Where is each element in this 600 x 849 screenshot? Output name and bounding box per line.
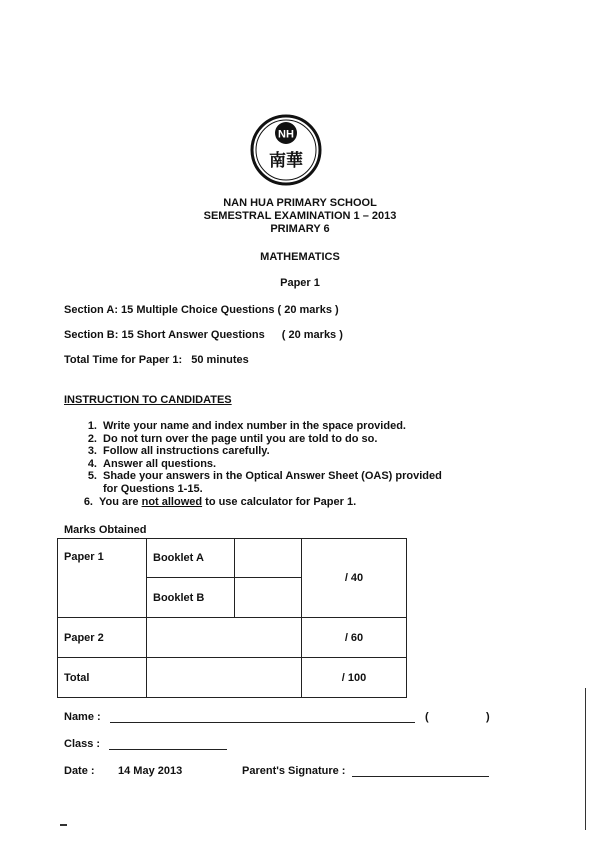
instructions-list [83, 420, 503, 508]
total-time-label: Total Time for Paper 1: [64, 354, 183, 366]
date-value: 14 May 2013 [118, 765, 183, 777]
instruction-item: 2. Do not turn over the page until you are told to do so. [87, 432, 378, 445]
section-a: Section A: 15 Multiple Choice Questions ( 20 marks ) [64, 304, 339, 316]
paper2-label: Paper 2 [58, 618, 147, 658]
total-label: Total [58, 658, 147, 698]
subject-title: MATHEMATICS [260, 251, 340, 263]
index-paren-close: ) [486, 711, 490, 723]
paper1-total: / 40 [302, 539, 407, 618]
paper-title: Paper 1 [280, 277, 320, 289]
instruction-item: 1. Write your name and index number in the space provided. [87, 420, 406, 432]
marks-heading: Marks Obtained [64, 524, 147, 536]
not-allowed-emphasis: not allowed [141, 495, 203, 508]
level: PRIMARY 6 [270, 223, 330, 235]
scan-edge-line [585, 688, 586, 830]
booklet-b-label: Booklet B [147, 578, 235, 618]
grand-total: / 100 [302, 658, 407, 698]
scan-mark [60, 824, 67, 826]
date-label: Date : [64, 765, 95, 777]
exam-title: SEMESTRAL EXAMINATION 1 – 2013 [203, 210, 397, 222]
index-paren-open: ( [425, 711, 429, 723]
booklet-a-label: Booklet A [147, 539, 235, 578]
total-score[interactable] [147, 658, 302, 698]
instruction-item: 5. Shade your answers in the Optical Answer Sheet (OAS) provided for Questions 1-15. [87, 470, 442, 495]
instruction-item: 3. Follow all instructions carefully. [87, 445, 270, 458]
instruction-item: 6. You are not allowed to use calculator for Paper 1. [83, 495, 357, 508]
svg-text:NH: NH [278, 128, 294, 141]
total-time [64, 354, 249, 366]
booklet-b-score[interactable] [235, 578, 302, 618]
signature-label: Parent's Signature : [242, 765, 346, 777]
school-logo [249, 113, 323, 187]
paper2-score[interactable] [147, 618, 302, 658]
name-field[interactable] [110, 722, 415, 723]
name-label: Name : [64, 711, 101, 723]
class-label: Class : [64, 738, 101, 750]
instruction-item: 4. Answer all questions. [87, 457, 217, 470]
section-b-label: Section B: 15 Short Answer Questions [64, 329, 265, 341]
paper2-total: / 60 [302, 618, 407, 658]
signature-field[interactable] [352, 776, 489, 777]
class-field[interactable] [109, 749, 227, 750]
section-b [64, 329, 343, 341]
booklet-a-score[interactable] [235, 539, 302, 578]
school-name: NAN HUA PRIMARY SCHOOL [223, 197, 377, 209]
svg-text:南華: 南華 [269, 151, 303, 171]
marks-table [57, 538, 407, 698]
paper1-label: Paper 1 [58, 539, 147, 618]
total-time-value: 50 minutes [191, 354, 249, 366]
section-b-marks: ( 20 marks ) [281, 329, 343, 341]
instructions-heading: INSTRUCTION TO CANDIDATES [64, 394, 232, 406]
